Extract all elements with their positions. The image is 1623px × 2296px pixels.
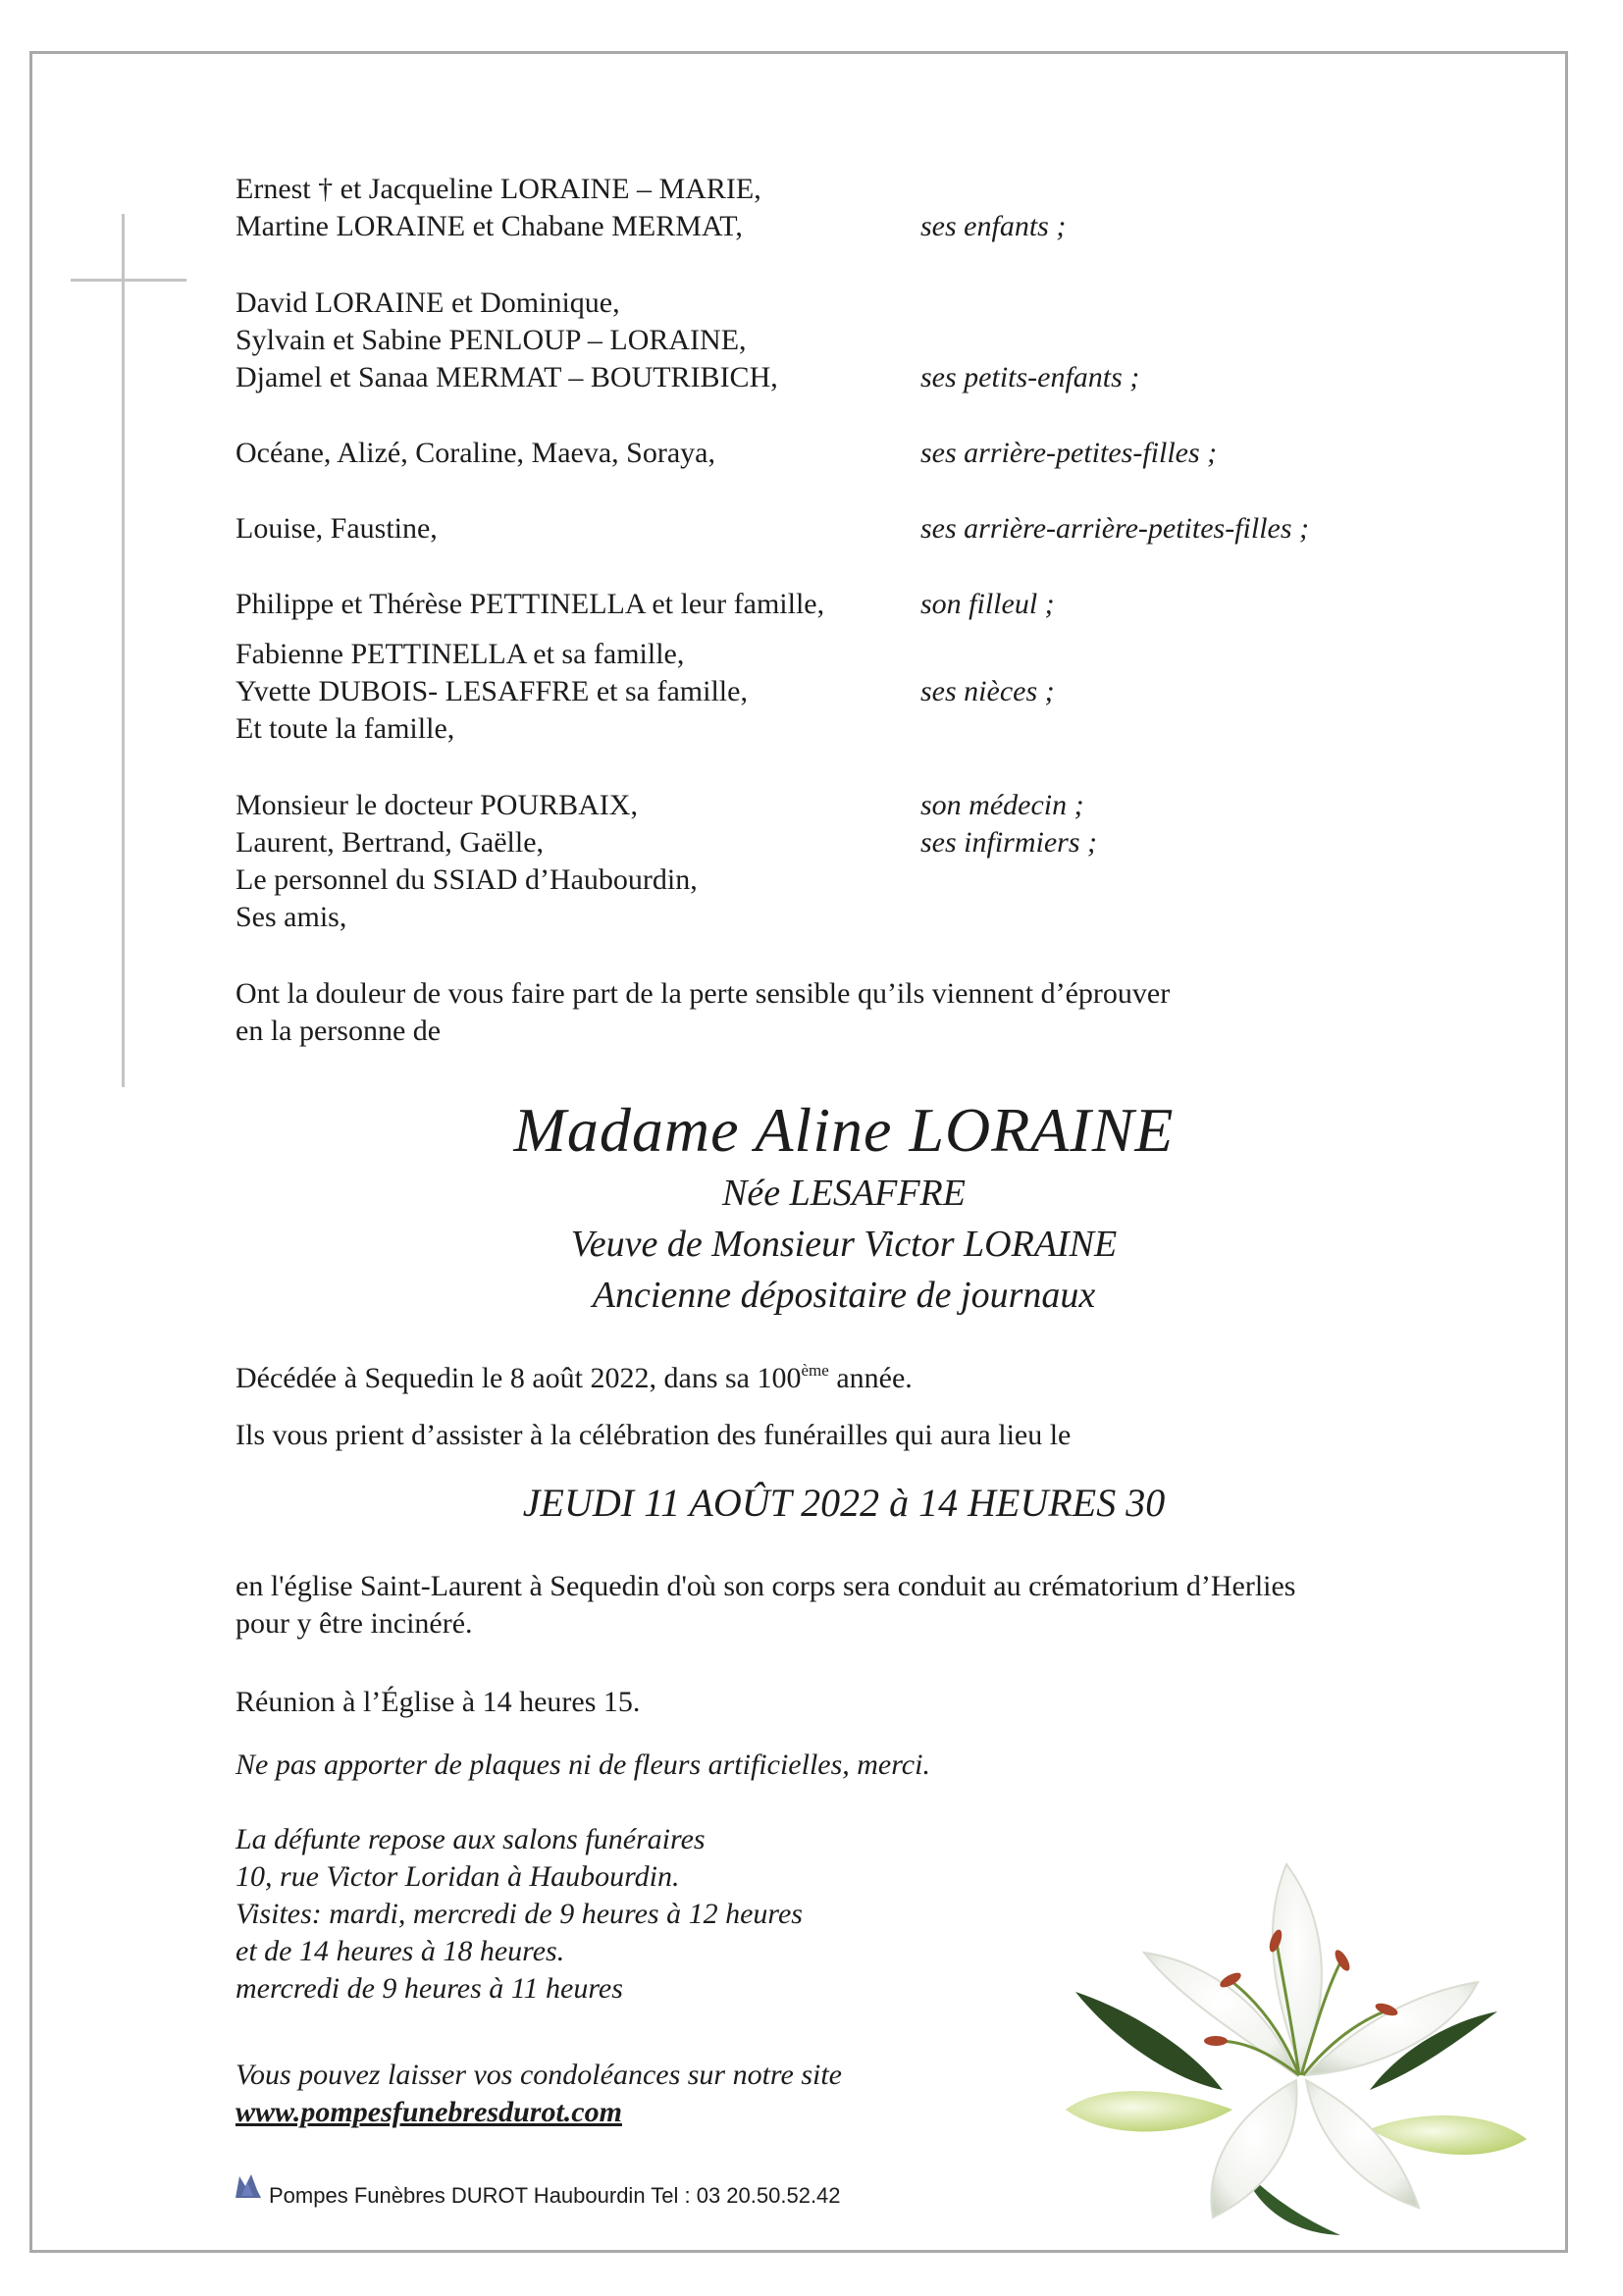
deceased-maiden-name: Née LESAFFRE xyxy=(722,1173,966,1214)
family-role-godson: son filleul ; xyxy=(920,588,1055,620)
deceased-widow-of: Veuve de Monsieur Victor LORAINE xyxy=(570,1224,1118,1265)
visits-line-1: La défunte repose aux salons funéraires xyxy=(236,1823,706,1855)
announcement-line-1: Ont la douleur de vous faire part de la perte sensible qu’ils viennent d’éprouver xyxy=(236,977,1171,1010)
visits-line-5: mercredi de 9 heures à 11 heures xyxy=(236,1972,623,2005)
announcement-line-2: en la personne de xyxy=(236,1015,442,1047)
family-role-doctor: son médecin ; xyxy=(920,789,1084,821)
death-superscript: ème xyxy=(801,1361,829,1380)
family-line-14: Le personnel du SSIAD d’Haubourdin, xyxy=(236,863,698,896)
family-line-1: Ernest † et Jacqueline LORAINE – MARIE, xyxy=(236,173,761,205)
lily-flower-icon xyxy=(1046,1845,1548,2237)
visits-line-2: 10, rue Victor Loridan à Haubourdin. xyxy=(236,1860,680,1893)
funeral-place-line-2: pour y être incinéré. xyxy=(236,1607,473,1640)
family-role-great-granddaughters: ses arrière-petites-filles ; xyxy=(920,437,1218,469)
family-line-6: Océane, Alizé, Coraline, Maeva, Soraya, xyxy=(236,437,715,469)
cross-horizontal-bar xyxy=(71,279,186,282)
family-line-2: Martine LORAINE et Chabane MERMAT, xyxy=(236,210,743,242)
family-line-9: Fabienne PETTINELLA et sa famille, xyxy=(236,638,685,670)
funeral-meeting: Réunion à l’Église à 14 heures 15. xyxy=(236,1686,641,1718)
visits-line-3: Visites: mardi, mercredi de 9 heures à 12 heures xyxy=(236,1898,803,1930)
family-role-nieces: ses nièces ; xyxy=(920,675,1055,707)
family-line-10: Yvette DUBOIS- LESAFFRE et sa famille, xyxy=(236,675,748,707)
condolences-text: Vous pouvez laisser vos condoléances sur notre site xyxy=(236,2059,842,2091)
funeral-place-line-1: en l'église Saint-Laurent à Sequedin d'où son corps sera conduit au crématorium d’Herlies xyxy=(236,1570,1296,1602)
deceased-name: Madame Aline LORAINE xyxy=(513,1095,1175,1165)
funeral-date: JEUDI 11 AOÛT 2022 à 14 HEURES 30 xyxy=(522,1481,1166,1525)
family-line-3: David LORAINE et Dominique, xyxy=(236,287,620,319)
funeral-invite: Ils vous prient d’assister à la célébration des funérailles qui aura lieu le xyxy=(236,1419,1072,1451)
family-role-nurses: ses infirmiers ; xyxy=(920,826,1097,859)
family-line-8: Philippe et Thérèse PETTINELLA et leur famille, xyxy=(236,588,825,620)
family-role-grandchildren: ses petits-enfants ; xyxy=(920,361,1140,393)
death-text-before: Décédée à Sequedin le 8 août 2022, dans sa 100 xyxy=(236,1362,802,1394)
funeral-note: Ne pas apporter de plaques ni de fleurs artificielles, merci. xyxy=(236,1748,930,1781)
family-line-11: Et toute la famille, xyxy=(236,712,455,745)
family-role-children: ses enfants ; xyxy=(920,210,1067,242)
deceased-profession: Ancienne dépositaire de journaux xyxy=(592,1275,1096,1316)
funeral-home-logo-icon xyxy=(230,2168,265,2204)
family-line-7: Louise, Faustine, xyxy=(236,512,438,545)
family-role-great-great-granddaughters: ses arrière-arrière-petites-filles ; xyxy=(920,512,1310,545)
condolences-link[interactable]: www.pompesfunebresdurot.com xyxy=(236,2096,622,2128)
family-line-13: Laurent, Bertrand, Gaëlle, xyxy=(236,826,545,859)
footer-text: Pompes Funèbres DUROT Haubourdin Tel : 03 20.50.52.42 xyxy=(269,2183,841,2208)
death-announcement xyxy=(236,1360,913,1397)
family-line-5: Djamel et Sanaa MERMAT – BOUTRIBICH, xyxy=(236,361,778,393)
death-text-after: année. xyxy=(828,1362,913,1394)
visits-line-4: et de 14 heures à 18 heures. xyxy=(236,1935,565,1967)
family-line-4: Sylvain et Sabine PENLOUP – LORAINE, xyxy=(236,324,747,356)
family-line-12: Monsieur le docteur POURBAIX, xyxy=(236,789,638,821)
cross-vertical-bar xyxy=(122,214,125,1087)
family-line-15: Ses amis, xyxy=(236,901,347,933)
